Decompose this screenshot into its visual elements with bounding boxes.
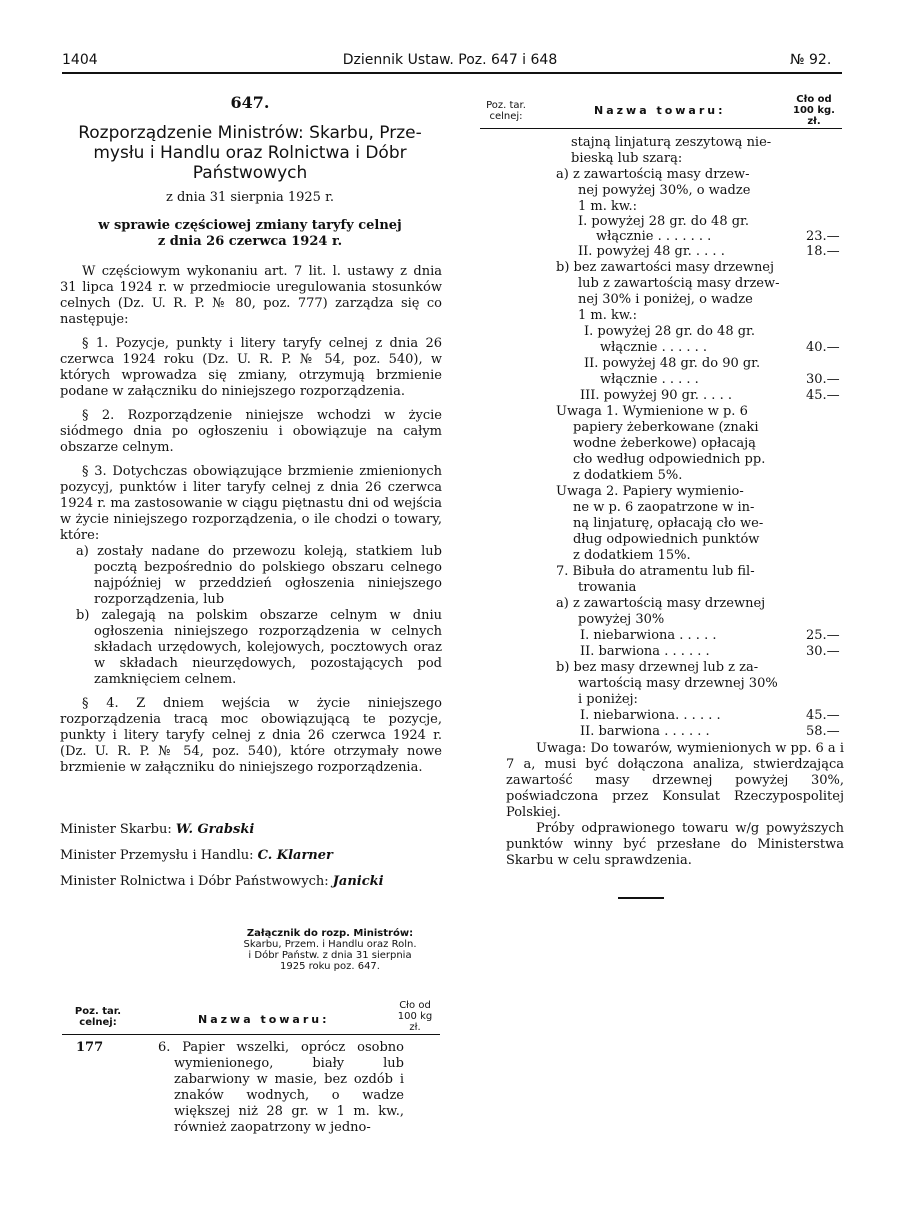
item-6-text: 6. Papier wszelki, oprócz osobno wymienionego, biały lub zabarwiony w masie, bez ozdób i znaków wodnych, o wadze większej niż 28 gr. w 1 m. kw., również zaopatrzony w jedno- xyxy=(158,1040,404,1135)
annex-rule xyxy=(62,1034,440,1035)
tariff-line: wartością masy drzewnej 30% xyxy=(578,676,778,691)
tariff-line: I. powyżej 28 gr. do 48 gr. xyxy=(578,214,749,229)
tariff-line: I. niebarwiona. . . . . . xyxy=(580,708,721,723)
tariff-line: i poniżej: xyxy=(578,692,638,707)
tariff-line: I. niebarwiona . . . . . xyxy=(580,628,717,643)
header-rule xyxy=(62,72,842,74)
tariff-line: włącznie . . . . . xyxy=(600,372,699,387)
tariff-line: II. powyżej 48 gr. . . . . xyxy=(578,244,725,259)
tariff-line: a) z zawartością masy drzewnej xyxy=(556,596,766,611)
tariff-line: bieską lub szarą: xyxy=(571,151,683,166)
tariff-line: Uwaga 2. Papiery wymienio- xyxy=(556,484,744,499)
tariff-note-samples: Próby odprawionego towaru w/g powyższych punktów winny być przesłane do Ministerstwa Skarbu w celu sprawdzenia. xyxy=(506,821,844,868)
tariff-line: a) z zawartością masy drzew- xyxy=(556,167,750,182)
regulation-body: W częściowym wykonaniu art. 7 lit. l. ustawy z dnia 31 lipca 1924 r. w przedmiocie uregulowania stosunków celnych (Dz. U. R. P. № 80, poz. 777) zarządza się co następuje: § 1. Pozycje, punkty i litery taryfy celnej z dnia 26 czerwca 1924 roku (Dz. U. R. P. № 54, poz. 540), w których wprowadza się zmiany, otrzymują brzmienie podane w załączniku do niniejszego rozporządzenia. § 2. Rozporządzenie niniejsze wchodzi w życie siódmego dnia po ogłoszeniu i obowiązuje na całym obszarze celnym. § 3. Dotychczas obowiązujące brzmienie zmienionych pozycyj, punktów i liter taryfy celnej z dnia 26 czerwca 1924 r. ma zastosowanie w ciągu piętnastu dni od wejścia w życie niniejszego rozporządzenia, o ile chodzi o towary, które: a) zostały nadane do przewozu koleją, statkiem lub pocztą bezpośrednio do polskiego obszaru celnego najpóźniej w przeddzień ogłoszenia niniejszego rozporządzenia, lub b) zalegają na polskim obszarze celnym w dniu ogłoszenia niniejszego rozporządzenia w celnych składach urzędowych, kolejowych, pocztowych oraz w składach nieurzędowych, pozostających pod zamknięciem celnem. § 4. Z dniem wejścia w życie niniejszego rozporządzenia tracą moc obowiązującą te pozycje, punkty i litery taryfy celnej z dnia 26 czerwca 1924 r. (Dz. U. R. P. № 54, poz. 540), które otrzymały nowe brzmienie w załączniku do niniejszego rozporządzenia. xyxy=(60,264,442,775)
tariff-line: I. powyżej 28 gr. do 48 gr. xyxy=(584,324,755,339)
duty-value: 45.— xyxy=(806,708,840,723)
tariff-line: trowania xyxy=(578,580,637,595)
right-header-rule xyxy=(480,128,842,129)
tariff-line: 7. Bibuła do atramentu lub fil- xyxy=(556,564,755,579)
regulation-subject: w sprawie częściowej zmiany taryfy celnej z dnia 26 czerwca 1924 r. xyxy=(98,218,402,249)
position-number: 177 xyxy=(76,1040,104,1055)
tariff-line: ną linjaturę, opłacają cło we- xyxy=(573,516,764,531)
right-col-name: Nazwa towaru: xyxy=(594,104,726,117)
tariff-note: Uwaga: Do towarów, wymienionych w pp. 6 a i 7 a, musi być dołączona analiza, stwierdzająca zawartość masy drzewnej powyżej 30%, poświadczona przez Konsulat Rzeczypospolitej Polskiej. xyxy=(506,741,844,820)
tariff-line: b) bez masy drzewnej lub z za- xyxy=(556,660,759,675)
signature-1: Minister Skarbu: W. Grabski xyxy=(60,822,255,837)
tariff-line: III. powyżej 90 gr. . . . . xyxy=(580,388,732,403)
annex-col-duty: Cło od 100 kg zł. xyxy=(397,1000,433,1033)
annex-note: Załącznik do rozp. Ministrów: Skarbu, Przem. i Handlu oraz Roln. i Dóbr Państw. z dnia 31 sierpnia 1925 roku poz. 647. xyxy=(243,928,417,972)
duty-value: 58.— xyxy=(806,724,840,739)
tariff-line: dług odpowiednich punktów xyxy=(573,532,760,547)
annex-col-position: Poz. tar. celnej: xyxy=(74,1006,122,1028)
page-number: 1404 xyxy=(62,52,98,68)
tariff-line: nej powyżej 30%, o wadze xyxy=(578,183,751,198)
duty-value: 30.— xyxy=(806,372,840,387)
tariff-line: II. barwiona . . . . . . xyxy=(580,644,710,659)
duty-value: 45.— xyxy=(806,388,840,403)
tariff-line: ne w p. 6 zaopatrzone w in- xyxy=(573,500,755,515)
tariff-line: włącznie . . . . . . xyxy=(600,340,708,355)
regulation-date: z dnia 31 sierpnia 1925 r. xyxy=(166,190,334,205)
tariff-line: Uwaga 1. Wymienione w p. 6 xyxy=(556,404,748,419)
duty-value: 25.— xyxy=(806,628,840,643)
regulation-title: Rozporządzenie Ministrów: Skarbu, Prze- mysłu i Handlu oraz Rolnictwa i Dóbr Państwowych xyxy=(78,123,422,183)
tariff-line: z dodatkiem 15%. xyxy=(573,548,691,563)
tariff-line: powyżej 30% xyxy=(578,612,665,627)
tariff-line: papiery żeberkowane (znaki xyxy=(573,420,759,435)
tariff-line: II. barwiona . . . . . . xyxy=(580,724,710,739)
tariff-line: lub z zawartością masy drzew- xyxy=(578,276,780,291)
right-col-duty: Cło od 100 kg. zł. xyxy=(793,94,835,127)
item-number: 647. xyxy=(230,93,270,112)
duty-value: 23.— xyxy=(806,229,840,244)
tariff-line: włącznie . . . . . . . xyxy=(596,229,712,244)
tariff-line: b) bez zawartości masy drzewnej xyxy=(556,260,775,275)
tariff-line: cło według odpowiednich pp. xyxy=(573,452,766,467)
tariff-line: z dodatkiem 5%. xyxy=(573,468,683,483)
signature-2: Minister Przemysłu i Handlu: C. Klarner xyxy=(60,848,333,863)
duty-value: 18.— xyxy=(806,244,840,259)
tariff-line: stajną linjaturą zeszytową nie- xyxy=(571,135,772,150)
end-rule xyxy=(618,897,664,899)
issue-number: № 92. xyxy=(790,52,832,68)
tariff-line: wodne żeberkowe) opłacają xyxy=(573,436,756,451)
duty-value: 30.— xyxy=(806,644,840,659)
right-col-position: Poz. tar. celnej: xyxy=(486,100,526,122)
duty-value: 40.— xyxy=(806,340,840,355)
journal-title: Dziennik Ustaw. Poz. 647 i 648 xyxy=(342,52,558,68)
signature-3: Minister Rolnictwa i Dóbr Państwowych: Janicki xyxy=(60,874,384,889)
tariff-line: nej 30% i poniżej, o wadze xyxy=(578,292,753,307)
tariff-line: II. powyżej 48 gr. do 90 gr. xyxy=(584,356,761,371)
tariff-line: 1 m. kw.: xyxy=(578,199,637,214)
annex-col-name: Nazwa towaru: xyxy=(198,1013,330,1026)
tariff-line: 1 m. kw.: xyxy=(578,308,637,323)
